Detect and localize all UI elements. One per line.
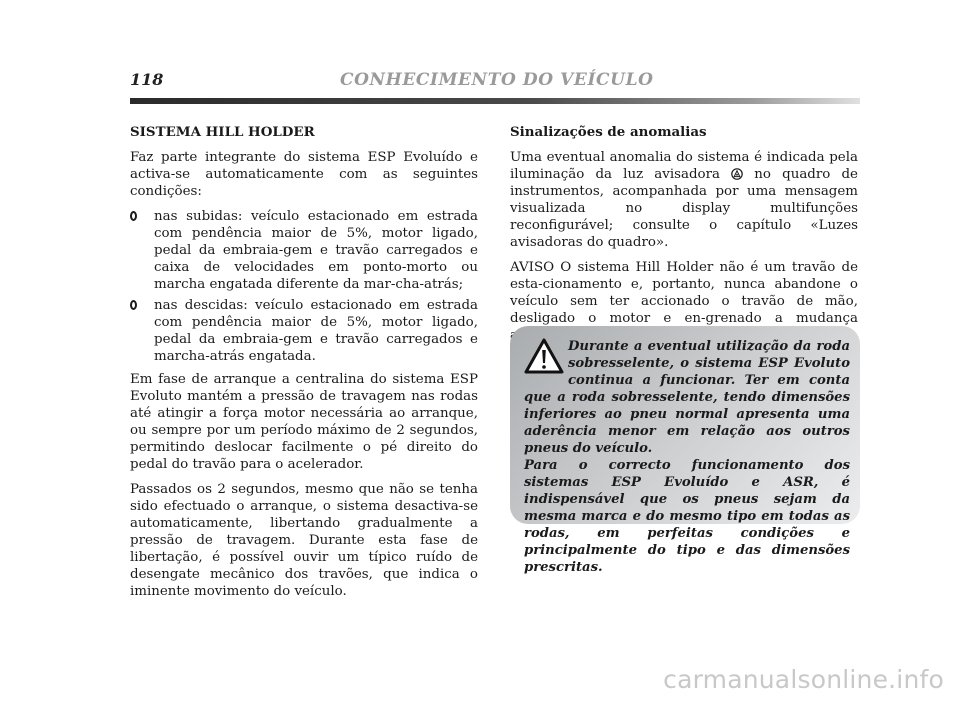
hill-holder-intro: Faz parte integrante do sistema ESP Evoluído e activa-se automaticamente com as seguintes condições:: [130, 150, 478, 199]
anomalies-text-end: no quadro de instrumentos, acompanhada por uma mensagem visualizada no display multifunções reconfigurável; consulte o capítulo «Luzes avisadoras do quadro».: [510, 167, 858, 250]
header-rule: [130, 98, 860, 104]
bullet-circle-icon: [130, 300, 137, 310]
page-header: [130, 70, 860, 94]
aviso-paragraph: AVISO O sistema Hill Holder não é um travão de esta-cionamento e, portanto, nunca abandone o veículo sem ter accionado o travão de mão, desligado o motor e en-grenado a mudança: [510, 260, 858, 326]
bullet-text-uphill: nas subidas: veículo estacionado em estrada com pendência maior de 5%, motor ligado, pedal da embraia-gem e travão carregados e caixa de velocidades em ponto-morto ou marcha engatada diferente da mar-cha-atrás;: [154, 209, 478, 292]
release-paragraph: Passados os 2 segundos, mesmo que não se tenha sido efectuado o arranque, o sistema desactiva-se automaticamente, libertando gradualmente a pressão de travagem. Durante esta fase de libertação, é possível ouvir um típico ruído de desengate mecânico dos travões, que indica o iminente movimento do veículo.: [130, 482, 478, 599]
left-column: [130, 124, 478, 608]
right-column: [510, 124, 858, 352]
icon-spacer: [524, 338, 568, 388]
watermark: carmanualsonline.info: [663, 665, 944, 694]
esp-warning-light-icon: [731, 168, 743, 180]
page-number: 118: [130, 70, 164, 89]
bullet-circle-icon: [130, 211, 137, 221]
bullet-text-downhill: nas descidas: veículo estacionado em estrada com pendência maior de 5%, motor ligado, pedal da embraia-gem e travão carregados e marcha-atrás engatada.: [154, 298, 478, 364]
warning-text: [524, 338, 850, 576]
anomalies-heading: Sinalizações de anomalias: [510, 124, 707, 140]
anomalies-paragraph: [510, 149, 858, 251]
hill-holder-heading: SISTEMA HILL HOLDER: [130, 124, 315, 140]
list-item: [130, 208, 478, 293]
spare-wheel-warning-box: [510, 326, 860, 575]
spare-wheel-paragraph: Durante a eventual utilização da roda sobresselente, o sistema ESP Evoluto continua a funcionar. Ter em conta que a roda sobresselente, tendo dimensões inferiores ao pneu normal apresenta uma aderência menor em relação aos outros pneus do veículo.: [524, 339, 850, 456]
section-title: CONHECIMENTO DO VEÍCULO: [340, 70, 654, 90]
tyre-requirements-paragraph: Para o correcto funcionamento dos sistemas ESP Evoluído e ASR, é indispensável que os pneus sejam da mesma marca e do mesmo tipo em todas as rodas, em perfeitas condições e principalmente do tipo e das dimensões prescritas.: [524, 458, 850, 575]
startup-paragraph: Em fase de arranque a centralina do sistema ESP Evoluto mantém a pressão de travagem nas rodas até atingir a força motor necessária ao arranque, ou sempre por um período máximo de 2 segundos, permitindo deslocar facilmente o pé direito do pedal do travão para o acelerador.: [130, 372, 478, 472]
conditions-list: [130, 208, 478, 365]
list-item: [130, 297, 478, 365]
anomalies-text-start: Uma eventual anomalia do sistema é indicada pela iluminação da luz avisadora: [510, 150, 858, 182]
